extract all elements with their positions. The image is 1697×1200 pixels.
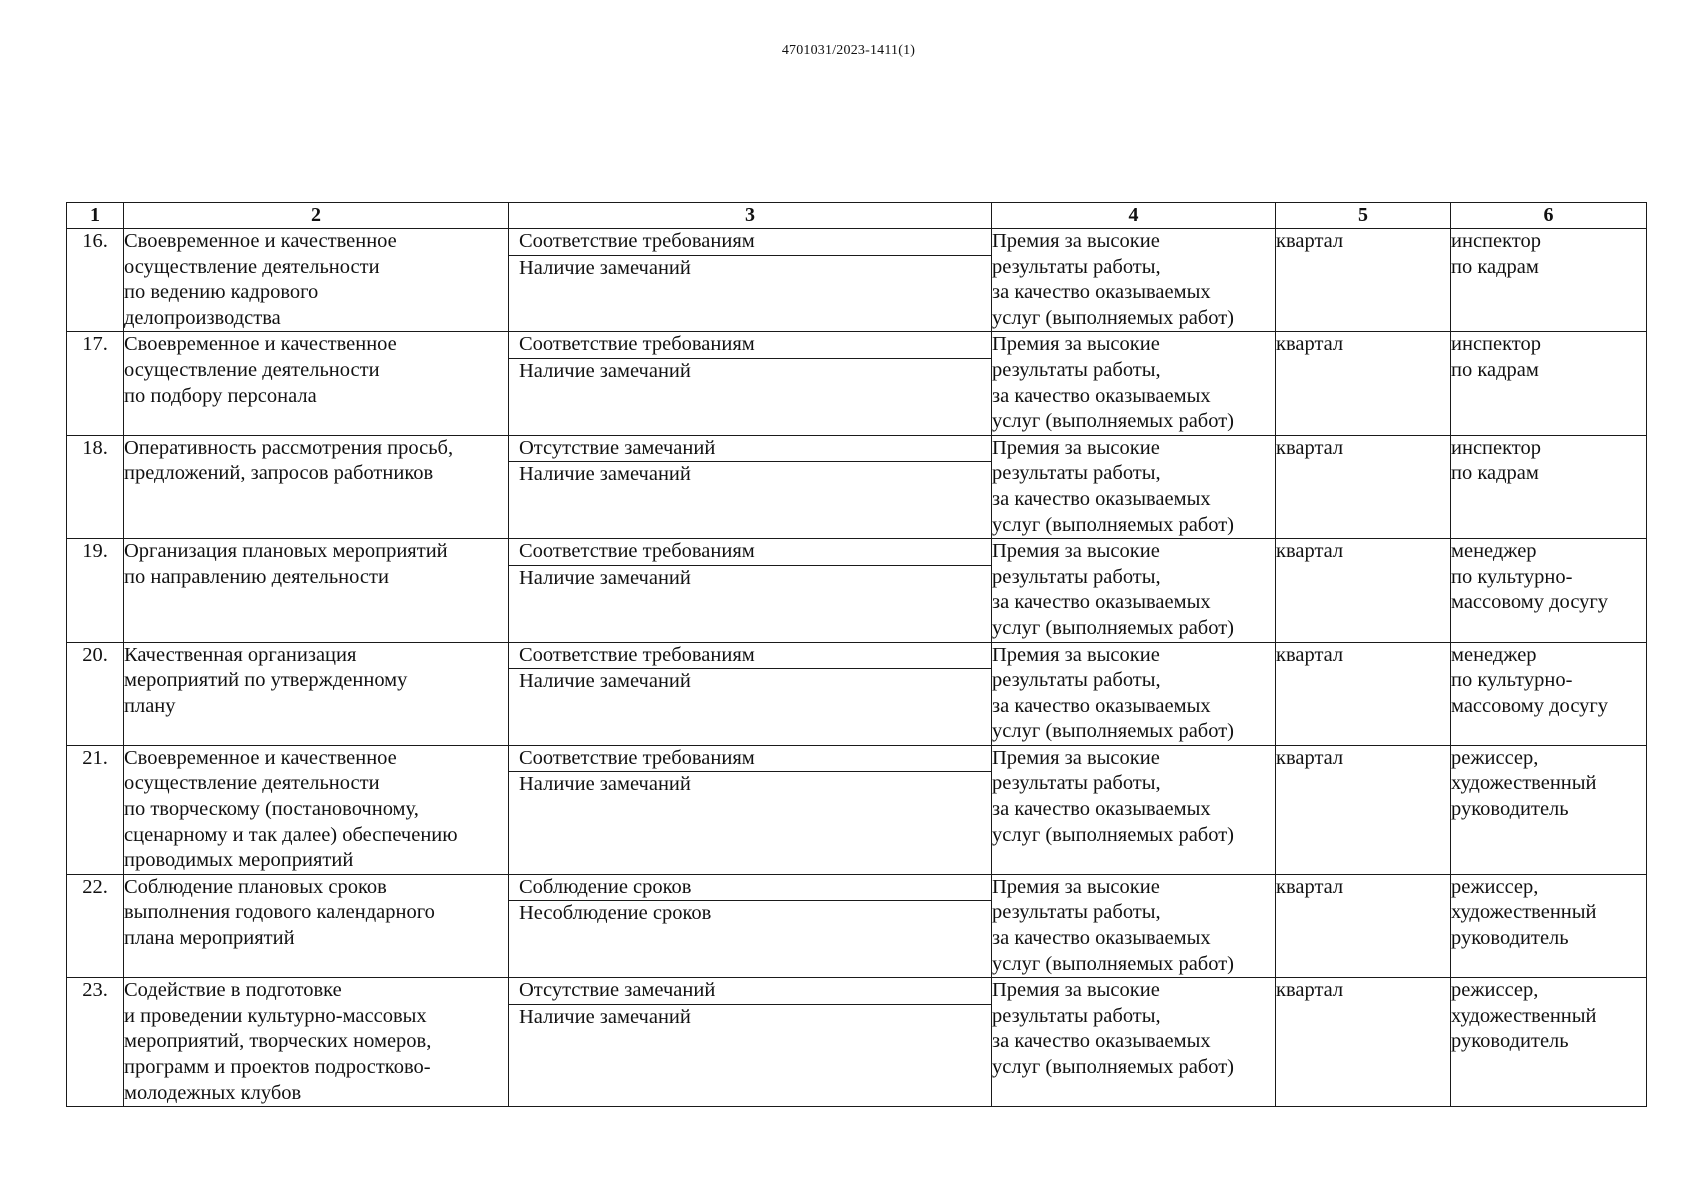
criterion-line: и проведении культурно-массовых xyxy=(124,1004,427,1027)
criterion-line: Организация плановых мероприятий xyxy=(124,540,448,563)
period-cell: квартал xyxy=(1276,539,1451,642)
criterion-cell xyxy=(124,978,509,1107)
responsible-line: по кадрам xyxy=(1451,358,1539,381)
payment-line: результаты работы, xyxy=(992,462,1161,485)
indicator-negative: Наличие замечаний xyxy=(519,773,691,796)
responsible-cell xyxy=(1451,539,1647,642)
criterion-line: по направлению деятельности xyxy=(124,565,389,588)
criterion-line: проводимых мероприятий xyxy=(124,849,354,872)
criterion-cell xyxy=(124,229,509,332)
payment-line: Премия за высокие xyxy=(992,540,1160,563)
indicator-negative: Наличие замечаний xyxy=(519,566,691,589)
payment-line: Премия за высокие xyxy=(992,436,1160,459)
responsible-cell xyxy=(1451,978,1647,1107)
criterion-cell xyxy=(124,874,509,977)
criterion-line: осуществление деятельности xyxy=(124,255,380,278)
criterion-line: молодежных клубов xyxy=(124,1081,302,1104)
criterion-line: осуществление деятельности xyxy=(124,358,380,381)
payment-line: услуг (выполняемых работ) xyxy=(992,306,1234,329)
payment-type-cell xyxy=(992,229,1276,332)
criterion-line: Оперативность рассмотрения просьб, xyxy=(124,436,454,459)
responsible-cell xyxy=(1451,229,1647,332)
indicator-negative: Несоблюдение сроков xyxy=(519,902,712,925)
indicator-negative: Наличие замечаний xyxy=(519,670,691,693)
payment-line: услуг (выполняемых работ) xyxy=(992,616,1234,639)
criterion-line: мероприятий по утвержденному xyxy=(124,669,408,692)
responsible-line: руководитель xyxy=(1451,927,1569,950)
responsible-line: инспектор xyxy=(1451,436,1541,459)
payment-type-cell xyxy=(992,539,1276,642)
responsible-line: менеджер xyxy=(1451,643,1537,666)
row-number: 22. xyxy=(67,874,124,977)
criterion-line: Своевременное и качественное xyxy=(124,230,397,252)
row-number: 20. xyxy=(67,642,124,745)
header-cell: 3 xyxy=(509,203,992,229)
payment-line: Премия за высокие xyxy=(992,643,1160,666)
indicator-cell xyxy=(509,229,992,332)
indicator-positive: Соответствие требованиям xyxy=(509,332,991,359)
row-number: 23. xyxy=(67,978,124,1107)
criterion-line: по подбору персонала xyxy=(124,384,317,407)
responsible-cell xyxy=(1451,642,1647,745)
responsible-line: менеджер xyxy=(1451,540,1537,563)
responsible-line: по культурно- xyxy=(1451,565,1573,588)
payment-type-cell xyxy=(992,745,1276,874)
table-header-row xyxy=(67,203,1647,229)
table-row xyxy=(67,642,1647,745)
criterion-cell xyxy=(124,539,509,642)
payment-line: услуг (выполняемых работ) xyxy=(992,513,1234,536)
payment-line: результаты работы, xyxy=(992,772,1161,795)
table-row xyxy=(67,539,1647,642)
row-number: 16. xyxy=(67,229,124,332)
payment-line: за качество оказываемых xyxy=(992,1030,1211,1053)
responsible-line: инспектор xyxy=(1451,230,1541,252)
table-row xyxy=(67,229,1647,332)
criterion-line: мероприятий, творческих номеров, xyxy=(124,1030,432,1053)
criteria-table xyxy=(66,202,1647,1107)
payment-line: услуг (выполняемых работ) xyxy=(992,952,1234,975)
payment-line: за качество оказываемых xyxy=(992,281,1211,304)
header-cell: 1 xyxy=(67,203,124,229)
payment-line: результаты работы, xyxy=(992,358,1161,381)
period-cell: квартал xyxy=(1276,229,1451,332)
period-cell: квартал xyxy=(1276,642,1451,745)
payment-type-cell xyxy=(992,332,1276,435)
payment-type-cell xyxy=(992,435,1276,538)
responsible-line: массовому досугу xyxy=(1451,591,1609,614)
indicator-negative: Наличие замечаний xyxy=(519,1005,691,1028)
responsible-line: художественный xyxy=(1451,772,1597,795)
indicator-positive: Соблюдение сроков xyxy=(509,875,991,902)
row-number: 17. xyxy=(67,332,124,435)
criterion-line: выполнения годового календарного xyxy=(124,901,435,924)
criterion-cell xyxy=(124,332,509,435)
indicator-cell xyxy=(509,332,992,435)
criterion-line: Качественная организация xyxy=(124,643,357,666)
header-cell: 5 xyxy=(1276,203,1451,229)
responsible-cell xyxy=(1451,435,1647,538)
criterion-line: Соблюдение плановых сроков xyxy=(124,875,387,898)
responsible-line: режиссер, xyxy=(1451,979,1539,1002)
responsible-line: руководитель xyxy=(1451,1030,1569,1053)
payment-line: за качество оказываемых xyxy=(992,798,1211,821)
period-cell: квартал xyxy=(1276,435,1451,538)
criterion-line: сценарному и так далее) обеспечению xyxy=(124,823,458,846)
payment-line: Премия за высокие xyxy=(992,746,1160,769)
indicator-cell xyxy=(509,539,992,642)
responsible-line: художественный xyxy=(1451,1004,1597,1027)
payment-line: результаты работы, xyxy=(992,565,1161,588)
payment-line: услуг (выполняемых работ) xyxy=(992,410,1234,433)
criterion-line: Своевременное и качественное xyxy=(124,333,397,356)
indicator-positive: Отсутствие замечаний xyxy=(509,436,991,463)
payment-line: результаты работы, xyxy=(992,1004,1161,1027)
payment-line: за качество оказываемых xyxy=(992,384,1211,407)
indicator-cell xyxy=(509,745,992,874)
payment-line: результаты работы, xyxy=(992,669,1161,692)
responsible-line: по кадрам xyxy=(1451,462,1539,485)
payment-line: результаты работы, xyxy=(992,255,1161,278)
responsible-line: по культурно- xyxy=(1451,669,1573,692)
criterion-line: плану xyxy=(124,694,176,717)
indicator-cell xyxy=(509,642,992,745)
indicator-positive: Отсутствие замечаний xyxy=(509,978,991,1005)
responsible-line: массовому досугу xyxy=(1451,694,1609,717)
period-cell: квартал xyxy=(1276,874,1451,977)
criterion-cell xyxy=(124,745,509,874)
payment-line: за качество оказываемых xyxy=(992,487,1211,510)
payment-line: Премия за высокие xyxy=(992,230,1160,252)
criterion-line: Содействие в подготовке xyxy=(124,979,342,1002)
document-number: 4701031/2023-1411(1) xyxy=(781,43,916,58)
responsible-cell xyxy=(1451,745,1647,874)
indicator-cell xyxy=(509,435,992,538)
period-cell: квартал xyxy=(1276,745,1451,874)
period-cell: квартал xyxy=(1276,978,1451,1107)
indicator-negative: Наличие замечаний xyxy=(519,463,691,486)
table-row xyxy=(67,332,1647,435)
responsible-line: по кадрам xyxy=(1451,255,1539,278)
payment-type-cell xyxy=(992,978,1276,1107)
indicator-negative: Наличие замечаний xyxy=(519,256,691,279)
responsible-cell xyxy=(1451,874,1647,977)
table-row xyxy=(67,874,1647,977)
responsible-line: художественный xyxy=(1451,901,1597,924)
table-row xyxy=(67,745,1647,874)
criterion-line: осуществление деятельности xyxy=(124,772,380,795)
header-cell: 4 xyxy=(992,203,1276,229)
payment-line: Премия за высокие xyxy=(992,875,1160,898)
responsible-line: режиссер, xyxy=(1451,875,1539,898)
header-cell: 2 xyxy=(124,203,509,229)
table-row xyxy=(67,978,1647,1107)
criterion-line: Своевременное и качественное xyxy=(124,746,397,769)
criterion-line: предложений, запросов работников xyxy=(124,462,434,485)
responsible-line: инспектор xyxy=(1451,333,1541,356)
header-cell: 6 xyxy=(1451,203,1647,229)
table-row xyxy=(67,435,1647,538)
criterion-cell xyxy=(124,435,509,538)
payment-line: Премия за высокие xyxy=(992,333,1160,356)
indicator-cell xyxy=(509,978,992,1107)
payment-type-cell xyxy=(992,642,1276,745)
criterion-line: делопроизводства xyxy=(124,306,281,329)
criterion-line: плана мероприятий xyxy=(124,927,295,950)
payment-line: за качество оказываемых xyxy=(992,591,1211,614)
row-number: 18. xyxy=(67,435,124,538)
indicator-positive: Соответствие требованиям xyxy=(509,643,991,670)
payment-line: услуг (выполняемых работ) xyxy=(992,823,1234,846)
responsible-line: режиссер, xyxy=(1451,746,1539,769)
responsible-line: руководитель xyxy=(1451,798,1569,821)
payment-line: услуг (выполняемых работ) xyxy=(992,1056,1234,1078)
responsible-cell xyxy=(1451,332,1647,435)
criterion-line: по ведению кадрового xyxy=(124,281,319,304)
indicator-positive: Соответствие требованиям xyxy=(509,539,991,566)
payment-line: за качество оказываемых xyxy=(992,694,1211,717)
period-cell: квартал xyxy=(1276,332,1451,435)
row-number: 19. xyxy=(67,539,124,642)
indicator-negative: Наличие замечаний xyxy=(519,359,691,382)
row-number: 21. xyxy=(67,745,124,874)
payment-line: за качество оказываемых xyxy=(992,927,1211,950)
payment-line: результаты работы, xyxy=(992,901,1161,924)
indicator-cell xyxy=(509,874,992,977)
criterion-line: по творческому (постановочному, xyxy=(124,798,419,821)
indicator-positive: Соответствие требованиям xyxy=(509,229,991,256)
payment-line: Премия за высокие xyxy=(992,979,1160,1002)
criterion-line: программ и проектов подростково- xyxy=(124,1056,431,1078)
criterion-cell xyxy=(124,642,509,745)
payment-line: услуг (выполняемых работ) xyxy=(992,720,1234,743)
payment-type-cell xyxy=(992,874,1276,977)
table-body xyxy=(67,229,1647,1107)
indicator-positive: Соответствие требованиям xyxy=(509,746,991,773)
